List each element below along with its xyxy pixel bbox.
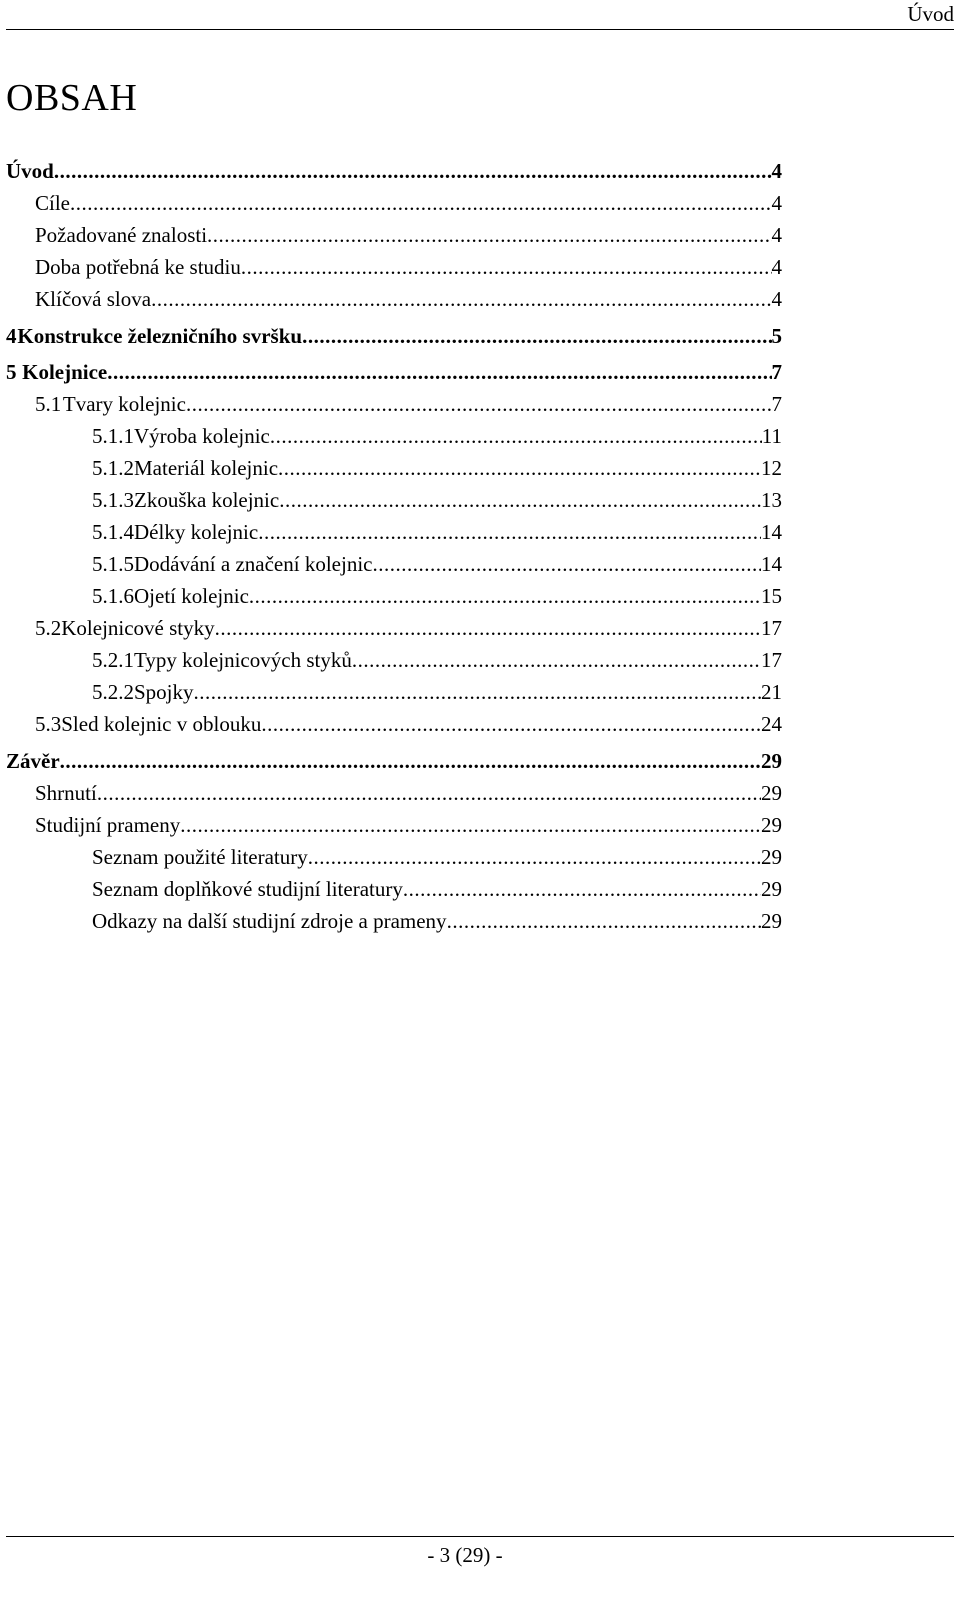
toc-entry-title: Studijní prameny [35,813,181,837]
toc-entry[interactable] [35,614,782,642]
toc-entry-title: Materiál kolejnic [134,456,279,480]
toc-entry[interactable] [92,518,782,546]
toc-entry[interactable] [35,811,782,839]
toc-entry-title: Shrnutí [35,781,97,805]
toc-entry-page: 4 [771,287,782,311]
toc-entry-page: 14 [761,552,782,576]
toc-dot-leader [302,322,771,350]
toc-dot-leader [207,221,771,249]
toc-entry-title: Kolejnicové styky [61,616,215,640]
toc-entry-number: 5.2.2 [92,680,134,704]
toc-entry-page: 17 [761,616,782,640]
toc-entry-page: 5 [771,324,782,348]
toc-entry[interactable] [92,486,782,514]
toc-entry-page: 15 [761,584,782,608]
toc-entry-title: Spojky [134,680,194,704]
toc-entry-title: Úvod [6,159,54,183]
toc-dot-leader [194,678,761,706]
toc-entry[interactable] [35,710,782,738]
header-rule [6,29,954,30]
toc-entry-page: 4 [771,191,782,215]
toc-dot-leader [97,779,761,807]
toc-dot-leader [258,518,761,546]
toc-entry-page: 29 [761,845,782,869]
toc-entry[interactable] [6,322,782,350]
page-title: OBSAH [6,77,138,119]
toc-entry-page: 14 [761,520,782,544]
toc-entry-number: 5.1.3 [92,488,134,512]
toc-entry-title: Dodávání a značení kolejnic [134,552,373,576]
toc-entry[interactable] [35,285,782,313]
toc-dot-leader [372,550,761,578]
toc-entry-page: 13 [761,488,782,512]
toc-dot-leader [60,747,761,775]
footer-rule [6,1536,954,1537]
toc-entry-page: 29 [761,749,782,773]
toc-entry[interactable] [35,221,782,249]
toc-dot-leader [180,811,761,839]
toc-dot-leader [54,157,772,185]
toc-entry[interactable] [92,646,782,674]
toc-dot-leader [352,646,761,674]
toc-entry[interactable] [35,189,782,217]
toc-entry-number: 5.1.2 [92,456,134,480]
toc-entry-page: 12 [761,456,782,480]
toc-entry-page: 4 [771,159,782,183]
toc-dot-leader [308,843,761,871]
toc-dot-leader [151,285,771,313]
toc-entry-number: 5.2 [35,616,62,640]
toc-dot-leader [447,907,761,935]
toc-dot-leader [186,390,772,418]
toc-dot-leader [70,189,772,217]
toc-entry-number: 5.1 [35,392,62,416]
toc-dot-leader [261,710,761,738]
toc-entry[interactable] [92,678,782,706]
toc-entry-number: 5.3 [35,712,62,736]
toc-entry-page: 21 [761,680,782,704]
toc-entry-title: Délky kolejnic [134,520,259,544]
toc-entry-number: 4 [6,324,17,348]
toc-entry-title: Typy kolejnicových styků [134,648,352,672]
toc-dot-leader [279,486,761,514]
toc-entry[interactable] [35,390,782,418]
toc-dot-leader [278,454,761,482]
toc-entry-page: 11 [761,424,782,448]
toc-entry-page: 4 [771,223,782,247]
running-header: Úvod [907,2,954,26]
toc-entry-page: 29 [761,909,782,933]
toc-entry[interactable] [6,358,782,386]
toc-entry-page: 17 [761,648,782,672]
toc-entry[interactable] [92,582,782,610]
page-number: - 3 (29) - [427,1543,503,1567]
toc-entry-page: 24 [761,712,782,736]
toc-dot-leader [107,358,771,386]
toc-entry[interactable] [92,843,782,871]
toc-entry[interactable] [92,550,782,578]
toc-entry-page: 29 [761,781,782,805]
toc-entry[interactable] [92,907,782,935]
toc-entry-title: Ojetí kolejnic [134,584,249,608]
toc-entry-title: Klíčová slova [35,287,152,311]
toc-entry-page: 29 [761,813,782,837]
toc-entry-page: 4 [771,255,782,279]
toc-dot-leader [241,253,772,281]
toc-entry-number: 5.1.4 [92,520,134,544]
toc-entry[interactable] [35,253,782,281]
toc-entry-title: Tvary kolejnic [62,392,186,416]
toc-dot-leader [270,422,762,450]
toc-entry-title: Seznam použité literatury [92,845,308,869]
toc-entry-title: Sled kolejnic v oblouku [61,712,262,736]
toc-entry-number: 5 [6,360,17,384]
toc-entry-title: Cíle [35,191,70,215]
toc-entry-title: Odkazy na další studijní zdroje a prameny [92,909,447,933]
toc-entry[interactable] [92,875,782,903]
toc-entry[interactable] [6,157,782,185]
toc-entry-page: 29 [761,877,782,901]
toc-entry-number: 5.1.6 [92,584,134,608]
toc-entry-title: Výroba kolejnic [134,424,270,448]
toc-entry-title: Závěr [6,749,60,773]
toc-entry-page: 7 [771,360,782,384]
toc-entry-title: Zkouška kolejnic [134,488,280,512]
toc-entry-title: Seznam doplňkové studijní literatury [92,877,403,901]
toc-entry-title: Požadované znalosti [35,223,208,247]
toc-entry-title: Kolejnice [22,360,108,384]
toc-entry-page: 7 [771,392,782,416]
toc-entry-number: 5.1.5 [92,552,134,576]
toc-entry[interactable] [92,422,782,450]
toc-entry[interactable] [35,779,782,807]
toc-entry[interactable] [92,454,782,482]
toc-entry-number: 5.2.1 [92,648,134,672]
toc-dot-leader [215,614,761,642]
toc-dot-leader [403,875,761,903]
toc-dot-leader [249,582,761,610]
toc-entry-title: Konstrukce železničního svršku [17,324,303,348]
toc-entry[interactable] [6,747,782,775]
toc-entry-number: 5.1.1 [92,424,134,448]
toc-entry-title: Doba potřebná ke studiu [35,255,241,279]
